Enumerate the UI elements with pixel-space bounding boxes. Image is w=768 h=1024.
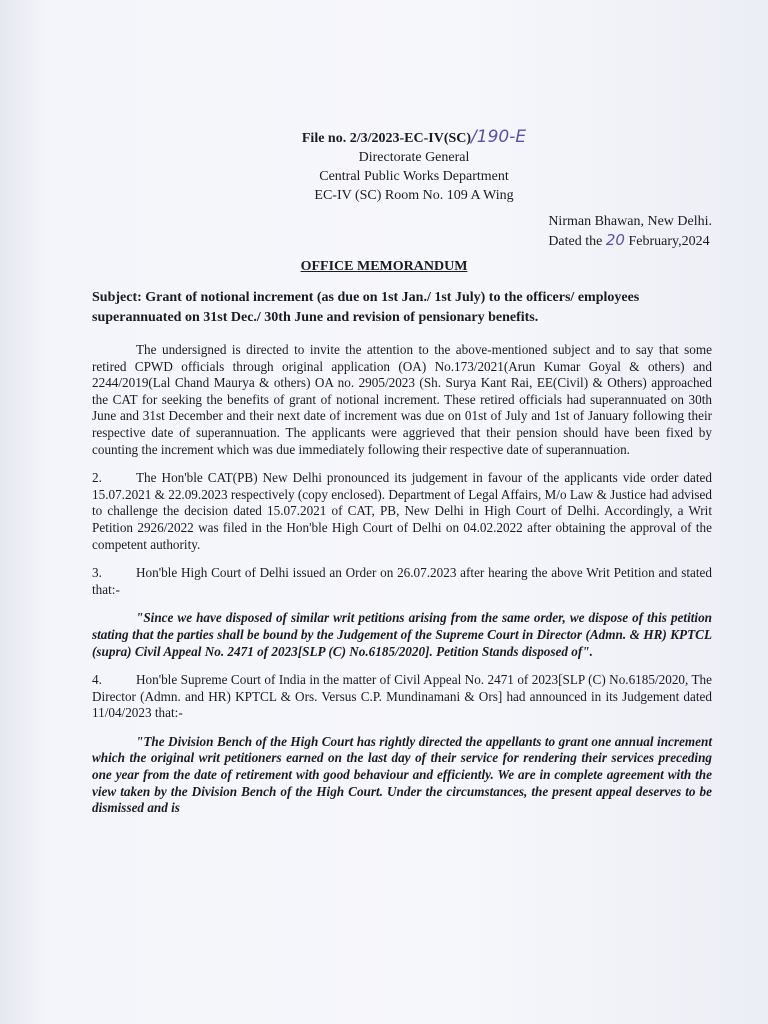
paragraph-4 <box>92 672 712 722</box>
paragraph-3-text: Hon'ble High Court of Delhi issued an Order on 26.07.2023 after hearing the above Writ Petition and stated that:- <box>92 565 712 597</box>
handwritten-day: 20 <box>605 231 625 249</box>
paragraph-3 <box>92 565 712 598</box>
paragraph-2 <box>92 470 712 553</box>
date-line <box>548 231 712 251</box>
handwritten-file-suffix: /190-E <box>471 127 527 147</box>
paragraph-4-text: Hon'ble Supreme Court of India in the matter of Civil Appeal No. 2471 of 2023[SLP (C) No.6185/2020, The Director (Admn. and HR) KPTCL & Ors. Versus C.P. Mundinamani & Ors] had announced in its Judgement dated 11/04/2023 that:- <box>92 672 712 721</box>
place-and-date <box>548 212 712 251</box>
paragraph-4-number: 4. <box>92 672 102 688</box>
dated-prefix: Dated the <box>548 234 603 249</box>
memo-body <box>92 342 712 829</box>
letterhead <box>0 128 768 205</box>
quote-supreme-court: "The Division Bench of the High Court has rightly directed the appellants to grant one annual increment which the original writ petitioners earned on the last day of their service for rendering their services preceding one year from the date of retirement with good behaviour and efficiently. We are in complete agreement with the view taken by the Division Bench of the High Court. Under the circumstances, the present appeal deserves to be dismissed and is <box>92 733 712 816</box>
paragraph-2-text: The Hon'ble CAT(PB) New Delhi pronounced its judgement in favour of the applicants vide order dated 15.07.2021 & 22.09.2023 respectively (copy enclosed). Department of Legal Affairs, M/o Law & Justice had advised to challenge the decision dated 15.07.2021 of CAT, PB, New Delhi in High Court of Delhi. Accordingly, a Writ Petition 2926/2022 was filed in the Hon'ble High Court of Delhi on 04.02.2022 after obtaining the approval of the competent authority. <box>92 470 712 552</box>
subject: Subject: Grant of notional increment (as due on 1st Jan./ 1st July) to the officers/ employees superannuated on 31st Dec./ 30th June and revision of pensionary benefits. <box>92 290 640 325</box>
directorate-line: Directorate General <box>358 150 470 165</box>
memo-title: OFFICE MEMORANDUM <box>300 259 468 274</box>
paragraph-2-number: 2. <box>92 470 102 486</box>
department-line: Central Public Works Department <box>319 169 509 184</box>
quote-high-court: "Since we have disposed of similar writ petitions arising from the same order, we dispose of this petition stating that the parties shall be bound by the Judgement of the Supreme Court in Director (Admn. & HR) KPTCL (supra) Civil Appeal No. 2471 of 2023[SLP (C) No.6185/2020]. Petition Stands disposed of". <box>92 610 712 659</box>
file-number-text: File no. 2/3/2023-EC-IV(SC) <box>301 131 472 146</box>
room-line: EC-IV (SC) Room No. 109 A Wing <box>314 188 514 203</box>
paragraph-1: The undersigned is directed to invite the attention to the above-mentioned subject and to say that some retired CPWD officials through original application (OA) No.173/2021(Arun Kumar Goyal & others) and 2244/2019(Lal Chand Maurya & others) OA no. 2905/2023 (Sh. Surya Kant Rai, EE(Civil) & Others) approached the CAT for seeking the benefits of grant of notional increment. These retired officials had superannuated on 30th June and 31st December and their next date of increment was due on 01st of July and 1st of January following their respective date of superannuation. The applicants were aggrieved that their pension should have been fixed by counting the increment which was due immediately following their respective date of superannuation. <box>92 342 712 457</box>
paragraph-3-number: 3. <box>92 565 102 581</box>
dated-suffix: February,2024 <box>628 234 710 249</box>
file-number <box>30 128 768 148</box>
location: Nirman Bhawan, New Delhi. <box>548 214 712 229</box>
